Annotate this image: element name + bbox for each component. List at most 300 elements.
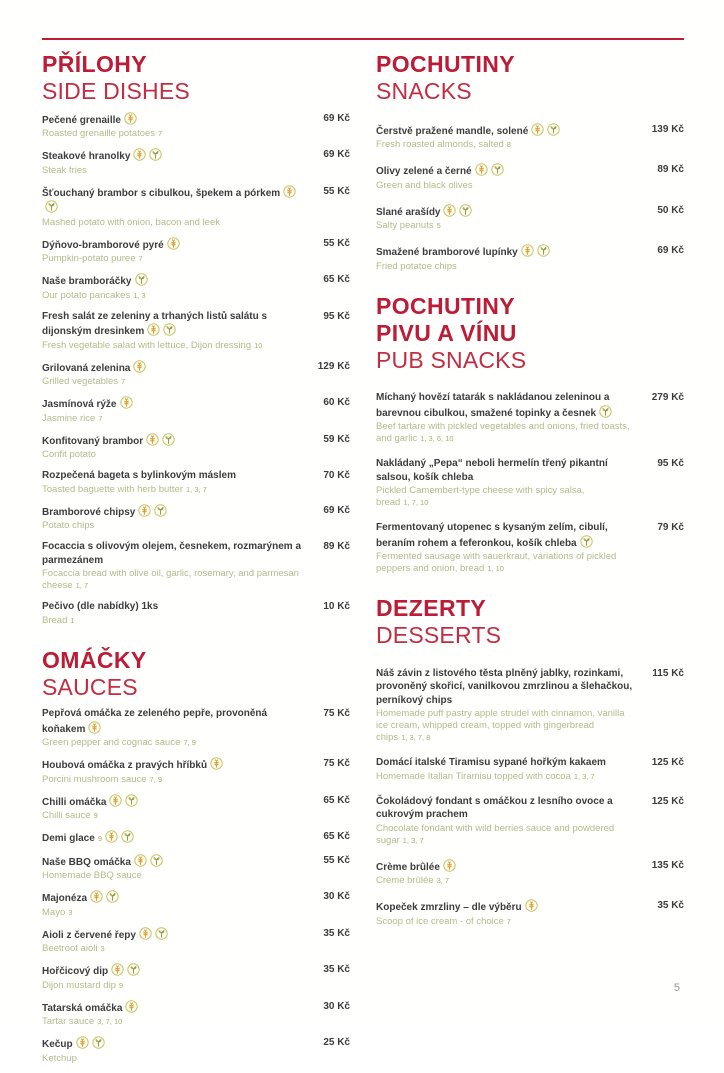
menu-item-name-text: Rozpečená bageta s bylinkovým máslem — [42, 470, 236, 482]
menu-item-name-text: Focaccia s olivovým olejem, česnekem, rozmarýnem a parmezánem — [42, 541, 302, 566]
menu-item-main — [42, 1000, 304, 1029]
menu-item-description — [376, 551, 638, 575]
menu-item — [376, 391, 684, 445]
menu-item — [42, 1036, 350, 1065]
menu-item-description — [42, 568, 304, 592]
menu-item-name-text: Naše bramboráčky — [42, 276, 132, 288]
menu-item-name — [42, 433, 304, 449]
menu-item-name-text: Houbová omáčka z pravých hříbků — [42, 760, 208, 772]
menu-item-description-text: Crème brûlée — [376, 875, 434, 887]
menu-item-name — [42, 707, 304, 736]
menu-item — [376, 667, 684, 745]
section-title-english: DESSERTS — [376, 622, 502, 649]
leaf-icon — [154, 504, 167, 517]
allergen-numbers: 7 — [121, 377, 126, 387]
menu-item-description — [42, 217, 304, 229]
menu-item — [42, 963, 350, 992]
leaf-icon — [547, 123, 560, 136]
menu-item-name-text: Steakové hranolky — [42, 151, 131, 163]
menu-item-description — [42, 340, 304, 352]
menu-item-price: 279 Kč — [651, 392, 684, 404]
menu-item-main — [376, 244, 638, 273]
menu-item-price: 10 Kč — [323, 601, 350, 613]
menu-item-main — [42, 396, 304, 425]
section-title-czech-line: OMÁČKY — [42, 646, 147, 673]
menu-item-price: 59 Kč — [323, 433, 350, 445]
wheat-icon — [76, 1036, 89, 1049]
menu-item-description — [42, 943, 304, 955]
menu-item-name-text: Nakládaný „Pepa“ neboli hermelín třený pikantní salsou, košík chleba — [376, 458, 608, 483]
section-items — [376, 667, 684, 928]
menu-item-description — [376, 916, 638, 928]
menu-item-description-text: Potato chips — [42, 520, 95, 532]
menu-item-description-text: Green pepper and cognac sauce — [42, 737, 181, 749]
menu-item-name-text: Kečup — [42, 1039, 73, 1051]
wheat-icon — [443, 859, 456, 872]
menu-item-name-text: Smažené bramborové lupínky — [376, 247, 518, 259]
allergen-numbers: 7 — [158, 129, 163, 139]
menu-item-main — [376, 795, 638, 847]
allergen-numbers: 3, 7, 10 — [97, 1017, 123, 1027]
menu-item-main — [376, 457, 638, 509]
menu-item-description-text: Grilled vegetables — [42, 376, 119, 388]
menu-item — [42, 890, 350, 919]
menu-column-left — [42, 51, 350, 1073]
menu-item-main — [376, 756, 638, 783]
leaf-icon — [149, 148, 162, 161]
menu-item-description — [42, 413, 304, 425]
menu-item-description — [42, 484, 304, 496]
menu-item-main — [42, 707, 304, 749]
menu-item-price: 79 Kč — [657, 522, 684, 534]
menu-item-name-text: Olivy zelené a černé — [376, 166, 472, 178]
leaf-icon — [162, 433, 175, 446]
menu-section — [42, 51, 350, 627]
menu-item-main — [376, 899, 638, 928]
menu-item-price: 50 Kč — [657, 204, 684, 216]
menu-item-description-text: Fresh roasted almonds, salted — [376, 139, 504, 151]
menu-item — [376, 123, 684, 152]
wheat-icon — [125, 1000, 138, 1013]
wheat-icon — [147, 323, 160, 336]
menu-item-main — [376, 204, 638, 233]
section-title-czech-line: PIVU A VÍNU — [376, 319, 517, 346]
menu-item-main — [42, 360, 304, 389]
allergen-numbers: 1, 3, 7, 8 — [401, 733, 431, 743]
menu-item-description-text: Green and black olives — [376, 179, 473, 191]
menu-item-name-text: Konfitovaný brambor — [42, 435, 144, 447]
menu-item-name-text: Fermentovaný utopenec s kysaným zelím, cibulí, beraním rohem a feferonkou, košík chleba — [376, 522, 608, 549]
menu-columns — [42, 51, 684, 1073]
menu-item-main — [42, 112, 304, 141]
wheat-icon — [167, 237, 180, 250]
allergen-numbers: 7 — [138, 254, 143, 264]
menu-item-description-text: Beef tartare with pickled vegetables and onions, fried toasts, and garlic — [376, 421, 630, 445]
menu-section — [376, 293, 684, 576]
menu-item-name-text: Jasmínová rýže — [42, 399, 117, 411]
menu-item-price: 35 Kč — [323, 964, 350, 976]
leaf-icon — [599, 405, 612, 418]
menu-item — [42, 794, 350, 823]
menu-item-main — [376, 391, 638, 445]
menu-item-description — [42, 290, 304, 302]
allergen-numbers: 10 — [254, 340, 263, 350]
wheat-icon — [531, 123, 544, 136]
wheat-icon — [105, 830, 118, 843]
menu-item-description-text: Mayo — [42, 906, 66, 918]
menu-item-name — [42, 148, 304, 164]
section-title-czech — [376, 595, 684, 622]
menu-item-name — [376, 391, 638, 420]
menu-item-name — [42, 830, 304, 846]
section-title-czech-line: POCHUTINY — [376, 51, 516, 77]
menu-item-name — [376, 899, 638, 915]
menu-item-main — [42, 1036, 304, 1065]
menu-item-main — [42, 600, 304, 627]
menu-item-name — [42, 890, 304, 906]
menu-item-description — [42, 1016, 304, 1028]
leaf-icon — [135, 273, 148, 286]
menu-item-price: 35 Kč — [323, 927, 350, 939]
wheat-icon — [210, 757, 223, 770]
menu-item-main — [376, 163, 638, 192]
menu-item-name — [42, 600, 304, 614]
menu-item-name — [42, 273, 304, 289]
menu-item-name-text: Naše BBQ omáčka — [42, 856, 131, 868]
leaf-icon — [121, 830, 134, 843]
menu-item-description — [376, 771, 638, 783]
menu-item-name-text: Domácí italské Tiramisu sypané hořkým kakaem — [376, 757, 606, 769]
menu-item-price: 69 Kč — [323, 112, 350, 124]
menu-item-description — [376, 708, 638, 744]
menu-item — [376, 756, 684, 783]
menu-item-name-text: Dýňovo-bramborové pyré — [42, 239, 164, 251]
menu-item-main — [42, 890, 304, 919]
menu-item — [42, 757, 350, 786]
menu-item-name — [42, 794, 304, 810]
menu-item-description — [42, 1053, 304, 1065]
menu-item-description-text: Homemade puff pastry apple strudel with cinnamon, vanilla ice cream, whipped cream, topped with gingerbread chips — [376, 708, 625, 744]
allergen-numbers: 8 — [506, 140, 511, 150]
menu-item-main — [376, 123, 638, 152]
menu-item-main — [42, 504, 304, 533]
menu-item-main — [376, 521, 638, 575]
menu-item-price: 75 Kč — [323, 758, 350, 770]
menu-item-price: 30 Kč — [323, 891, 350, 903]
wheat-icon — [283, 185, 296, 198]
menu-item-description-text: Chilli sauce — [42, 810, 91, 822]
menu-item-description-text: Jasmine rice — [42, 412, 96, 424]
menu-item-name-text: Hořčicový dip — [42, 966, 109, 978]
wheat-icon — [90, 890, 103, 903]
menu-item-description-text: Dijon mustard dip — [42, 979, 116, 991]
section-title-czech — [42, 647, 350, 674]
menu-item — [42, 273, 350, 302]
wheat-icon — [138, 504, 151, 517]
menu-item-name — [42, 310, 304, 339]
menu-item-description — [376, 220, 638, 232]
allergen-numbers: 1, 3 — [133, 290, 146, 300]
menu-item-price: 55 Kč — [323, 237, 350, 249]
menu-item-name — [42, 396, 304, 412]
section-title-english: SAUCES — [42, 673, 138, 700]
menu-item-main — [42, 469, 304, 496]
leaf-icon — [491, 163, 504, 176]
menu-item-price: 55 Kč — [323, 185, 350, 197]
menu-item — [42, 927, 350, 956]
menu-item-description — [376, 261, 638, 273]
menu-item-main — [42, 237, 304, 266]
menu-item-main — [42, 927, 304, 956]
menu-item-main — [42, 963, 304, 992]
wheat-icon — [134, 854, 147, 867]
menu-item — [42, 112, 350, 141]
menu-item-description — [376, 180, 638, 192]
menu-item — [376, 859, 684, 888]
menu-item-name — [376, 204, 638, 220]
section-title-czech-line: DEZERTY — [376, 595, 487, 622]
menu-item-name — [42, 1000, 304, 1016]
menu-item — [376, 204, 684, 233]
menu-item-description-text: Fried potatoe chips — [376, 260, 457, 272]
menu-item-description — [42, 907, 304, 919]
menu-item-main — [42, 273, 304, 302]
section-title-czech — [376, 293, 684, 347]
leaf-icon — [106, 890, 119, 903]
menu-item-description-text: Scoop of ice cream - of choice — [376, 915, 504, 927]
leaf-icon — [45, 200, 58, 213]
menu-item-name — [42, 963, 304, 979]
menu-item-description — [42, 520, 304, 532]
menu-item-description-text: Homemade BBQ sauce — [42, 870, 142, 882]
wheat-icon — [443, 204, 456, 217]
leaf-icon — [459, 204, 472, 217]
menu-item-description-text: Bread — [42, 614, 68, 626]
allergen-numbers: 1, 7, 10 — [403, 498, 429, 508]
menu-item-price: 69 Kč — [323, 149, 350, 161]
leaf-icon — [127, 963, 140, 976]
menu-item-main — [42, 185, 304, 229]
menu-item-name — [376, 123, 638, 139]
menu-item-price: 35 Kč — [657, 900, 684, 912]
menu-item-name-text: Demi glace — [42, 833, 95, 845]
section-title-czech — [42, 51, 350, 78]
menu-item-name — [42, 469, 304, 483]
menu-item-description — [42, 737, 304, 749]
menu-item — [42, 360, 350, 389]
menu-item-name-text: Grilovaná zelenina — [42, 362, 131, 374]
section-title-czech-line: POCHUTINY — [376, 292, 516, 319]
menu-item-description-text: Tartar sauce — [42, 1016, 95, 1028]
section-items — [376, 391, 684, 575]
menu-item-name — [42, 112, 304, 128]
menu-item-name — [42, 1036, 304, 1052]
menu-item-description-text: Focaccia bread with olive oil, garlic, rosemary, and parmesan cheese — [42, 568, 299, 592]
menu-item-price: 139 Kč — [651, 123, 684, 135]
menu-section — [376, 51, 684, 273]
menu-item-price: 69 Kč — [657, 245, 684, 257]
menu-item-price: 89 Kč — [657, 164, 684, 176]
menu-item-name — [376, 244, 638, 260]
menu-item — [376, 457, 684, 509]
menu-item-price: 125 Kč — [651, 757, 684, 769]
menu-item-description — [42, 774, 304, 786]
wheat-icon — [139, 927, 152, 940]
menu-item-main — [42, 757, 304, 786]
menu-item — [42, 707, 350, 749]
menu-item-description-text: Pumpkin-potato puree — [42, 253, 136, 265]
menu-item-name — [376, 521, 638, 550]
menu-item-price: 25 Kč — [323, 1037, 350, 1049]
menu-item — [42, 854, 350, 883]
leaf-icon — [537, 244, 550, 257]
leaf-icon — [155, 927, 168, 940]
allergen-numbers: 1, 3, 7 — [186, 484, 207, 494]
menu-item-description — [42, 810, 304, 822]
menu-item-price: 30 Kč — [323, 1000, 350, 1012]
menu-item — [42, 1000, 350, 1029]
allergen-numbers: 7 — [506, 916, 511, 926]
wheat-icon — [120, 396, 133, 409]
menu-item — [42, 148, 350, 177]
menu-item — [42, 396, 350, 425]
menu-item-name-text: Tatarská omáčka — [42, 1002, 123, 1014]
allergen-numbers: 3 — [68, 907, 73, 917]
menu-item-price: 55 Kč — [323, 854, 350, 866]
leaf-icon — [92, 1036, 105, 1049]
menu-item-name-text: Náš závin z listového těsta plněný jablky, rozinkami, provoněný skořicí, vanilkovou zmrzlinou a šlehačkou, perníkový chips — [376, 667, 633, 706]
menu-item-price: 75 Kč — [323, 708, 350, 720]
section-title-english: PUB SNACKS — [376, 346, 527, 373]
allergen-numbers: 1, 7 — [75, 581, 89, 591]
wheat-icon — [109, 794, 122, 807]
menu-item-price: 60 Kč — [323, 397, 350, 409]
menu-item — [42, 433, 350, 462]
menu-item-name — [376, 859, 638, 875]
menu-item — [42, 504, 350, 533]
menu-item-description — [42, 449, 304, 461]
menu-item — [376, 244, 684, 273]
allergen-numbers: 1 — [70, 615, 75, 625]
menu-item-description-text: Ketchup — [42, 1052, 77, 1064]
menu-item-name — [376, 163, 638, 179]
menu-item-description — [42, 165, 304, 177]
wheat-icon — [475, 163, 488, 176]
section-items — [376, 123, 684, 273]
menu-item-name — [42, 185, 304, 216]
menu-item — [42, 469, 350, 496]
menu-item-name-text: Chilli omáčka — [42, 796, 107, 808]
menu-item-name — [42, 540, 304, 567]
menu-item-description-text: Porcini mushroom sauce — [42, 773, 147, 785]
section-title-english: SNACKS — [376, 78, 472, 105]
menu-item-name-text: Míchaný hovězí tatarák s nakládanou zeleninou a barevnou cibulkou, smažené topinky a česnek — [376, 392, 610, 419]
menu-item-name-text: Pečené grenaille — [42, 114, 121, 126]
menu-item-main — [42, 854, 304, 883]
leaf-icon — [163, 323, 176, 336]
menu-item-name — [42, 360, 304, 376]
section-title-czech-line: PŘÍLOHY — [42, 51, 148, 77]
menu-item-name — [376, 667, 638, 708]
menu-item-description — [42, 615, 304, 627]
menu-item-description — [376, 875, 638, 887]
wheat-icon — [133, 360, 146, 373]
menu-item-name — [42, 504, 304, 520]
menu-item-main — [42, 830, 304, 846]
menu-item-main — [42, 540, 304, 592]
allergen-numbers: 1, 3, 7 — [402, 835, 424, 845]
allergen-numbers: 1, 3, 7 — [573, 771, 595, 781]
menu-item-description — [42, 376, 304, 388]
menu-item-price: 129 Kč — [317, 360, 350, 372]
menu-item-price: 125 Kč — [651, 795, 684, 807]
menu-item-name-text: Šťouchaný brambor s cibulkou, špekem a pórkem — [42, 187, 281, 199]
menu-item-name-text: Pepřová omáčka ze zeleného pepře, provoněná koňakem — [42, 708, 268, 735]
menu-item-name-text: Čokoládový fondant s omáčkou z lesního ovoce a cukrovým prachem — [376, 795, 613, 821]
menu-item-description-text: Confit potato — [42, 449, 96, 461]
menu-item-main — [376, 667, 638, 745]
section-items — [42, 707, 350, 1065]
menu-item-description — [42, 253, 304, 265]
allergen-numbers: 7 — [98, 413, 103, 423]
menu-item-name-text: Kopeček zmrzliny – dle výběru — [376, 902, 522, 914]
menu-item-main — [42, 794, 304, 823]
menu-item-price: 95 Kč — [657, 458, 684, 470]
section-title-english: SIDE DISHES — [42, 78, 190, 105]
menu-item — [42, 540, 350, 592]
menu-item-description-text: Homemade Italian Tiramisu topped with cocoa — [376, 770, 571, 782]
menu-item-price: 95 Kč — [323, 310, 350, 322]
leaf-icon — [580, 535, 593, 548]
menu-item — [42, 600, 350, 627]
menu-item-price: 65 Kč — [323, 831, 350, 843]
menu-item-description — [376, 421, 638, 445]
menu-item-price: 69 Kč — [323, 504, 350, 516]
menu-item-price: 89 Kč — [323, 541, 350, 553]
menu-item-name-text: Čerstvě pražené mandle, solené — [376, 125, 529, 137]
menu-item-price: 65 Kč — [323, 274, 350, 286]
menu-item-description-text: Steak fries — [42, 164, 87, 176]
allergen-numbers: 9 — [118, 980, 124, 990]
section-items — [42, 112, 350, 627]
menu-item-price: 70 Kč — [323, 470, 350, 482]
menu-item-description-text: Beetroot aioli — [42, 943, 98, 955]
menu-section — [376, 595, 684, 928]
menu-item-description — [42, 980, 304, 992]
menu-item-description-text: Roasted grenaille potatoes — [42, 128, 156, 140]
section-title-czech — [376, 51, 684, 78]
menu-item-description — [376, 139, 638, 151]
menu-item-main — [42, 148, 304, 177]
menu-item-main — [376, 859, 638, 888]
allergen-numbers: 3 — [100, 944, 105, 954]
menu-item-name — [42, 854, 304, 870]
wheat-icon — [111, 963, 124, 976]
menu-item — [376, 899, 684, 928]
allergen-numbers: 1, 3, 6, 10 — [420, 434, 454, 444]
wheat-icon — [146, 433, 159, 446]
menu-item-description — [376, 823, 638, 847]
top-rule-divider — [42, 38, 684, 40]
menu-item — [376, 521, 684, 575]
wheat-icon — [124, 112, 137, 125]
menu-item-price: 65 Kč — [323, 794, 350, 806]
menu-item-description-text: Fermented sausage with sauerkraut, variations of pickled peppers and onion, bread — [376, 551, 617, 575]
menu-item — [376, 163, 684, 192]
menu-item-name-text: Majonéza — [42, 893, 88, 905]
menu-item-name — [376, 795, 638, 822]
menu-item-description-text: Fresh vegetable salad with lettuce, Dijon dressing — [42, 339, 252, 351]
